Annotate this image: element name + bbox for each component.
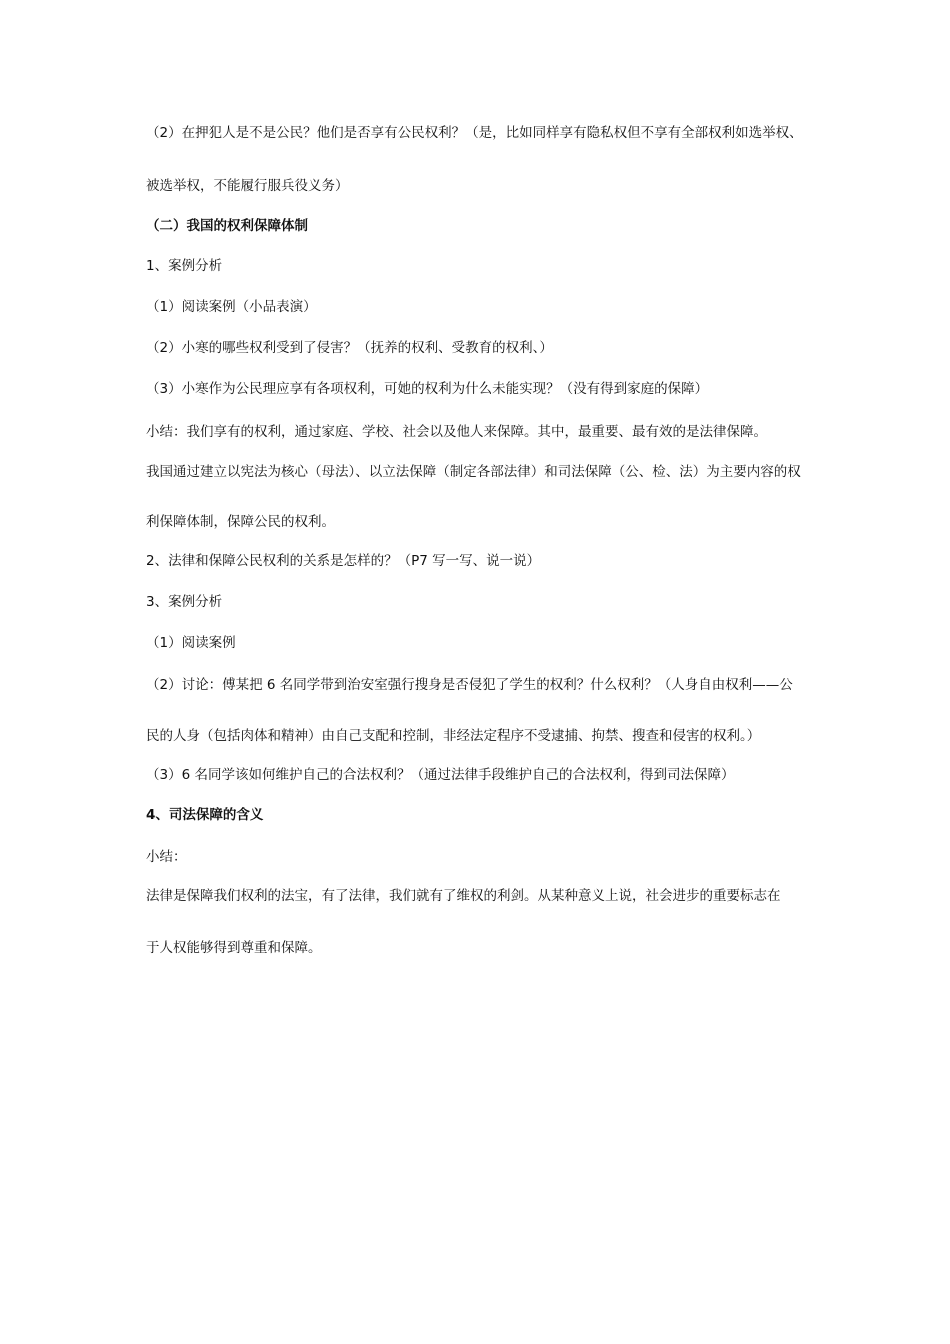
- paragraph-line: 我国通过建立以宪法为核心（母法）、以立法保障（制定各部法律）和司法保障（公、检、法）为主要内容的权: [146, 464, 801, 480]
- paragraph-line: （2）讨论：傅某把 6 名同学带到治安室强行搜身是否侵犯了学生的权利？什么权利？（人身自由权利——公: [146, 677, 793, 693]
- paragraph-line: 1、案例分析: [146, 258, 223, 274]
- paragraph-line: （3）6 名同学该如何维护自己的合法权利？（通过法律手段维护自己的合法权利，得到司法保障）: [146, 767, 735, 783]
- paragraph-line: 小结：: [146, 849, 187, 865]
- paragraph-line: （1）阅读案例: [146, 635, 236, 651]
- paragraph-line: 2、法律和保障公民权利的关系是怎样的？（P7 写一写、说一说）: [146, 553, 541, 569]
- paragraph-line: 利保障体制，保障公民的权利。: [146, 514, 335, 530]
- paragraph-line: （2）在押犯人是不是公民？他们是否享有公民权利？（是，比如同样享有隐私权但不享有全部权利如选举权、: [146, 125, 803, 141]
- paragraph-line: （3）小寒作为公民理应享有各项权利，可她的权利为什么未能实现？（没有得到家庭的保障）: [146, 381, 709, 397]
- paragraph-line: （1）阅读案例（小品表演）: [146, 299, 317, 315]
- paragraph-line: 小结：我们享有的权利，通过家庭、学校、社会以及他人来保障。其中，最重要、最有效的是法律保障。: [146, 424, 767, 440]
- paragraph-line: 法律是保障我们权利的法宝，有了法律，我们就有了维权的利剑。从某种意义上说，社会进步的重要标志在: [146, 888, 781, 904]
- section-heading: 4、司法保障的含义: [146, 807, 264, 823]
- section-heading: （二）我国的权利保障体制: [146, 218, 308, 234]
- paragraph-line: 被选举权，不能履行服兵役义务）: [146, 178, 349, 194]
- paragraph-line: 3、案例分析: [146, 594, 223, 610]
- paragraph-line: 于人权能够得到尊重和保障。: [146, 940, 322, 956]
- paragraph-line: 民的人身（包括肉体和精神）由自己支配和控制，非经法定程序不受逮捕、拘禁、搜查和侵害的权利。）: [146, 728, 761, 744]
- paragraph-line: （2）小寒的哪些权利受到了侵害？（抚养的权利、受教育的权利、）: [146, 340, 553, 356]
